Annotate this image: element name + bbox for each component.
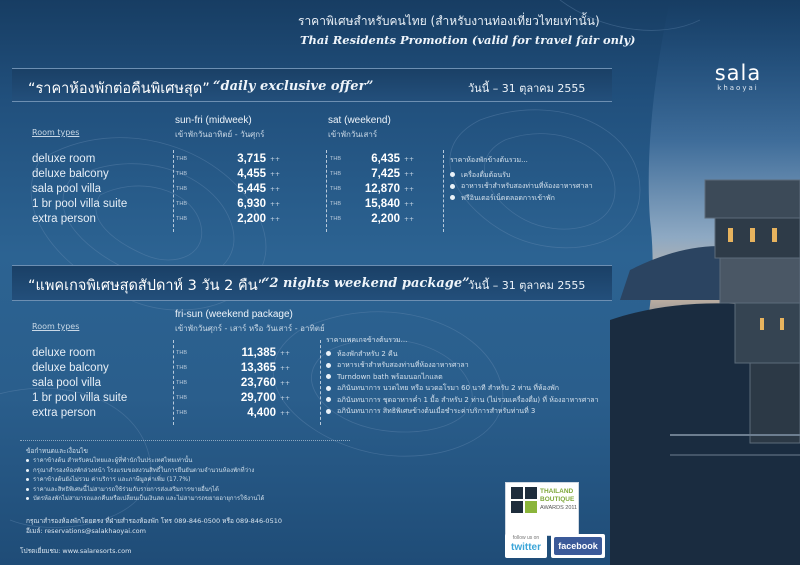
header-thai-title: ราคาพิเศษสำหรับคนไทย (สำหรับงานท่องเที่ยวไทยเท่านั้น): [298, 14, 600, 28]
condition-item: [26, 475, 426, 485]
list-item: [450, 181, 620, 193]
section2-package-prices: [176, 346, 316, 421]
section2-room-name: extra person: [32, 407, 96, 419]
section2-divider-1: [173, 340, 174, 425]
plus-plus: ++: [404, 201, 415, 208]
price-row: [176, 361, 316, 376]
logo-subtitle: khaoyai: [717, 84, 759, 92]
plus-plus: ++: [404, 156, 415, 163]
weekend-price: 15,840: [364, 198, 400, 210]
conditions-block: [26, 446, 426, 504]
plus-plus: ++: [404, 216, 415, 223]
weekend-price: 6,435: [371, 153, 400, 165]
section1-room-types-label: Room types: [32, 128, 80, 137]
list-item: [326, 406, 612, 418]
plus-plus: ++: [270, 201, 281, 208]
award-line1: THAILAND: [540, 488, 574, 495]
plus-plus: ++: [270, 186, 281, 193]
price-row: [176, 376, 316, 391]
currency-label: THB: [176, 410, 187, 416]
plus-plus: ++: [280, 380, 291, 387]
section2-room-list: [32, 346, 172, 421]
section2-package-header: fri-sun (weekend package): [175, 309, 293, 320]
bullet-icon: [450, 195, 455, 200]
currency-label: THB: [176, 216, 187, 222]
currency-label: THB: [330, 201, 341, 207]
bullet-icon: [26, 488, 29, 491]
section2-package-sub: เข้าพักวันศุกร์ - เสาร์ หรือ วันเสาร์ - อาทิตย์: [175, 324, 325, 333]
midweek-price: 3,715: [237, 153, 266, 165]
currency-label: THB: [176, 395, 187, 401]
section2-includes-title: ราคาแพคเกจข้างต้นรวม...: [326, 336, 408, 344]
facebook-badge[interactable]: [551, 534, 605, 558]
list-item: [326, 360, 612, 372]
weekend-price: 12,870: [364, 183, 400, 195]
section1-room-list: [32, 152, 172, 227]
price-row: [176, 167, 321, 182]
currency-label: THB: [330, 186, 341, 192]
facebook-logo-text: facebook: [554, 537, 602, 555]
plus-plus: ++: [280, 410, 291, 417]
midweek-price: 4,455: [237, 168, 266, 180]
bullet-icon: [326, 351, 331, 356]
plus-plus: ++: [270, 156, 281, 163]
bullet-icon: [326, 386, 331, 391]
section1-room-name: deluxe room: [32, 153, 96, 165]
currency-label: THB: [176, 380, 187, 386]
section1-weekend-header: sat (weekend): [328, 115, 391, 126]
sala-logo: [698, 62, 778, 92]
section1-title-english: “daily exclusive offer”: [213, 79, 374, 94]
section1-room-name: 1 br pool villa suite: [32, 198, 128, 210]
midweek-price: 2,200: [237, 213, 266, 225]
midweek-price: 6,930: [237, 198, 266, 210]
price-row: [176, 346, 316, 361]
include-text: เครื่องดื่มต้อนรับ: [461, 170, 511, 179]
include-text: อภินันทนาการ ชุดอาหารค่ำ 1 มื้อ สำหรับ 2 ท่าน (ไม่รวมเครื่องดื่ม) ที่ ห้องอาหารศาลา: [337, 395, 599, 404]
boutique-award-badge: [505, 482, 579, 536]
price-row: [176, 391, 316, 406]
currency-label: THB: [330, 171, 341, 177]
weekend-price: 7,425: [371, 168, 400, 180]
bullet-icon: [26, 469, 29, 472]
price-row: [330, 167, 440, 182]
twitter-logo-text: twitter: [511, 542, 541, 553]
bullet-icon: [26, 478, 29, 481]
price-row: [176, 182, 321, 197]
list-item: [326, 395, 612, 407]
conditions-divider: [20, 440, 350, 443]
logo-name: sala: [714, 61, 762, 85]
plus-plus: ++: [404, 171, 415, 178]
price-row: [176, 406, 316, 421]
price-row: [330, 197, 440, 212]
currency-label: THB: [176, 171, 187, 177]
section1-date: วันนี้ – 31 ตุลาคม 2555: [468, 82, 586, 95]
price-row: [330, 152, 440, 167]
section2-title-thai: “แพคเกจพิเศษสุดสัปดาห์ 3 วัน 2 คืน”: [28, 278, 266, 294]
section1-midweek-sub: เข้าพักวันอาทิตย์ - วันศุกร์: [175, 130, 265, 139]
package-price: 23,760: [240, 377, 276, 389]
price-row: [176, 152, 321, 167]
price-row: [176, 197, 321, 212]
currency-label: THB: [330, 156, 341, 162]
plus-plus: ++: [270, 216, 281, 223]
section1-divider-3: [443, 150, 444, 232]
section1-includes: [450, 155, 620, 204]
section2-room-name: deluxe balcony: [32, 362, 109, 374]
include-text: อาหารเช้าสำหรับสองท่านที่ห้องอาหารศาลา: [461, 182, 593, 190]
section2-room-types-label: Room types: [32, 322, 80, 331]
currency-label: THB: [176, 156, 187, 162]
condition-text: บัตรห้องพักไม่สามารถแลกคืนหรือเปลี่ยนเป็นเงินสด และไม่สามารถขยายอายุการใช้งานได้: [33, 495, 265, 502]
bullet-icon: [326, 409, 331, 414]
conditions-title: ข้อกำหนดและเงื่อนไข: [26, 447, 89, 455]
include-text: อภินันทนาการ สิทธิพิเศษข้างต้นเมื่อชำระค่าบริการสำหรับท่านที่ 3: [337, 407, 536, 415]
bullet-icon: [326, 374, 331, 379]
contact-website[interactable]: โปรดเยี่ยมชม: www.salaresorts.com: [20, 547, 132, 555]
condition-item: [26, 466, 426, 476]
plus-plus: ++: [280, 395, 291, 402]
condition-item: [26, 494, 426, 504]
plus-plus: ++: [280, 365, 291, 372]
list-item: [450, 170, 620, 182]
section1-weekend-sub: เข้าพักวันเสาร์: [328, 130, 378, 139]
condition-item: [26, 456, 426, 466]
condition-text: ราคาและสิทธิพิเศษนี้ไม่สามารถใช้ร่วมกับรายการส่งเสริมการขายอื่นๆได้: [33, 485, 219, 493]
section1-room-name: extra person: [32, 213, 96, 225]
package-price: 13,365: [240, 362, 276, 374]
section1-room-name: deluxe balcony: [32, 168, 109, 180]
plus-plus: ++: [270, 171, 281, 178]
section1-includes-title: ราคาห้องพักข้างต้นรวม...: [450, 156, 528, 164]
section1-divider-2: [326, 150, 327, 232]
price-row: [330, 182, 440, 197]
currency-label: THB: [330, 216, 341, 222]
package-price: 29,700: [240, 392, 276, 404]
award-emblem-icon: [511, 487, 537, 513]
contact-phone: กรุณาสำรองห้องพักโดยตรง ที่ฝ่ายสำรองห้องพัก โทร 089-846-0500 หรือ 089-846-0510: [26, 517, 282, 525]
bullet-icon: [450, 184, 455, 189]
include-text: ห้องพักสำหรับ 2 คืน: [337, 349, 398, 358]
section2-room-name: 1 br pool villa suite: [32, 392, 128, 404]
package-price: 11,385: [241, 347, 276, 359]
currency-label: THB: [176, 350, 187, 356]
section1-midweek-prices: [176, 152, 321, 227]
condition-text: ราคาข้างต้นยังไม่รวม ค่าบริการ และภาษีมูลค่าเพิ่ม (17.7%): [33, 476, 191, 483]
section2-room-name: sala pool villa: [32, 377, 102, 389]
section1-weekend-prices: [330, 152, 440, 227]
bullet-icon: [326, 397, 331, 402]
condition-text: ราคาข้างต้น สำหรับคนไทยและผู้ที่พำนักในประเทศไทยเท่านั้น: [33, 457, 193, 464]
twitter-badge[interactable]: [505, 534, 547, 558]
include-text: อาหารเช้าสำหรับสองท่านที่ห้องอาหารศาลา: [337, 361, 469, 369]
bullet-icon: [450, 172, 455, 177]
award-line3: AWARDS 2011: [540, 505, 578, 511]
section2-room-name: deluxe room: [32, 347, 96, 359]
twitter-follow-text: follow us on: [512, 535, 540, 541]
include-text: Turndown bath พร้อมนอกไกแลต: [337, 372, 443, 381]
condition-text: กรุณาสำรองห้องพักล่วงหน้า โรงแรมขอสงวนสิทธิ์ในการยืนยันตามจำนวนห้องพักที่ว่าง: [33, 466, 255, 474]
price-row: [176, 212, 321, 227]
section2-date: วันนี้ – 31 ตุลาคม 2555: [468, 279, 586, 292]
include-text: ฟรีอินเตอร์เน็ตตลอดการเข้าพัก: [461, 193, 555, 202]
list-item: [326, 383, 612, 395]
list-item: [326, 372, 612, 384]
plus-plus: ++: [280, 350, 291, 357]
currency-label: THB: [176, 365, 187, 371]
bullet-icon: [26, 459, 29, 462]
contact-email[interactable]: อีเมล์: reservations@salakhaoyai.com: [26, 527, 146, 535]
bullet-icon: [26, 497, 29, 500]
midweek-price: 5,445: [237, 183, 266, 195]
bullet-icon: [326, 363, 331, 368]
header-english-title: Thai Residents Promotion (valid for travel fair only): [300, 33, 636, 47]
section1-midweek-header: sun-fri (midweek): [175, 115, 252, 126]
section2-includes: [326, 335, 612, 418]
list-item: [450, 193, 620, 205]
price-row: [330, 212, 440, 227]
weekend-price: 2,200: [371, 213, 400, 225]
list-item: [326, 349, 612, 361]
section1-room-name: sala pool villa: [32, 183, 102, 195]
section2-divider-2: [320, 340, 321, 425]
include-text: อภินันทนาการ นวดไทย หรือ นวดอโรมา 60 นาที สำหรับ 2 ท่าน ที่ห้องพัก: [337, 384, 560, 392]
contact-block: [26, 516, 486, 536]
package-price: 4,400: [247, 407, 276, 419]
award-line2: BOUTIQUE: [540, 496, 575, 503]
section2-title-english: “2 nights weekend package”: [262, 276, 470, 291]
section1-divider-1: [173, 150, 174, 232]
currency-label: THB: [176, 201, 187, 207]
section1-title-thai: “ราคาห้องพักต่อคืนพิเศษสุด”: [28, 81, 210, 97]
plus-plus: ++: [404, 186, 415, 193]
condition-item: [26, 485, 426, 495]
currency-label: THB: [176, 186, 187, 192]
